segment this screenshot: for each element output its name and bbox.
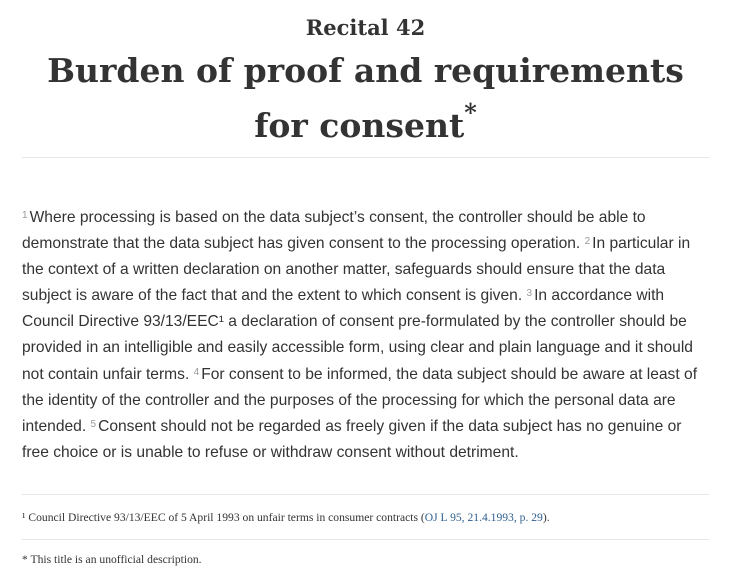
title-divider	[22, 157, 709, 158]
recital-number: Recital 42	[305, 15, 426, 40]
footnote-marker: ¹	[22, 511, 26, 524]
footnote-text: Council Directive 93/13/EEC of 5 April 1993 on unfair terms in consumer contracts (	[25, 511, 425, 524]
sentence-text: In accordance with Council Directive 93/13/EEC¹ a declaration of consent pre-formulated by the controller should be provided in an intelligible and easily accessible form, using clear and plain language and it should not contain unfair terms.	[22, 287, 693, 383]
sentence-text: In particular in the context of a written declaration on another matter, safeguards should ensure that the data subject is aware of the fact that and the extent to which consent is given.	[22, 235, 691, 305]
unofficial-title-note: * This title is an unofficial description.	[22, 553, 202, 566]
sentence-number: 1	[22, 210, 28, 221]
sentence-text: Consent should not be regarded as freely given if the data subject has no genuine or free choice or is unable to refuse or withdraw consent without detriment.	[22, 417, 682, 461]
sentence-text: Where processing is based on the data subject’s consent, the controller should be able to demonstrate that the data subject has given consent to the processing operation.	[22, 209, 646, 253]
sentence-text: For consent to be informed, the data subject should be aware at least of the identity of the controller and the purposes of the processing for which the personal data are intended.	[22, 365, 698, 435]
recital-body	[22, 205, 712, 466]
footnote-divider	[22, 494, 709, 495]
official-journal-link[interactable]: OJ L 95, 21.4.1993, p. 29	[424, 511, 543, 524]
note-divider	[22, 539, 709, 540]
footnote	[22, 509, 709, 527]
title-text: Burden of proof and requirements for consent	[47, 51, 684, 145]
page-title	[22, 48, 709, 149]
sentence-number: 4	[193, 366, 200, 378]
sentence-number: 2	[584, 236, 591, 248]
sentence-number: 5	[90, 418, 97, 430]
sentence-number: 3	[526, 288, 533, 300]
footnote-suffix: ).	[542, 511, 550, 524]
title-asterisk: *	[464, 98, 477, 127]
